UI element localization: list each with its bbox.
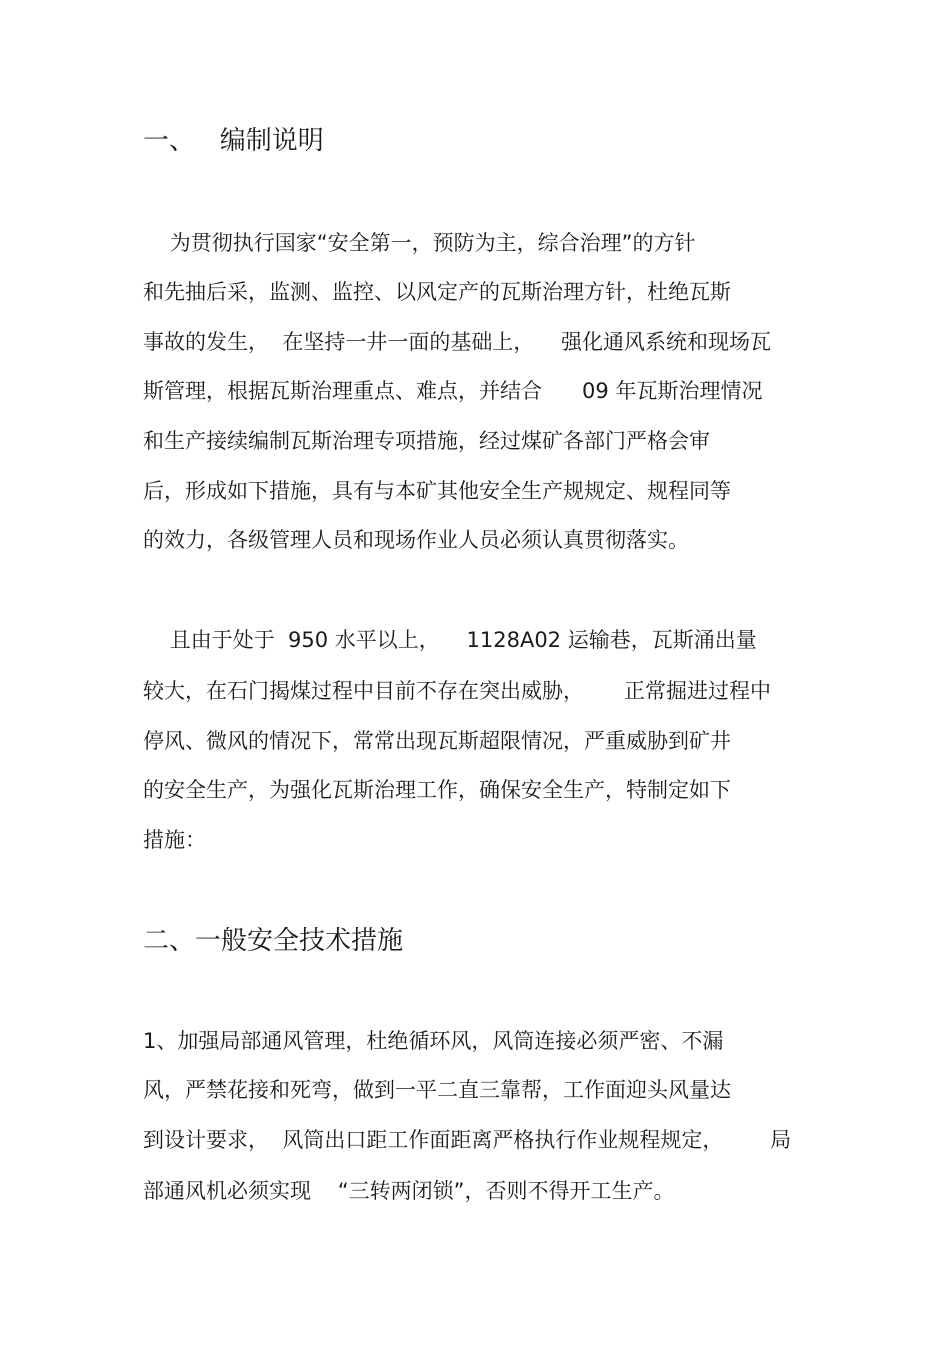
paragraph-line: 为贯彻执行国家“安全第一，预防为主，综合治理”的方针 bbox=[143, 231, 696, 255]
section-1-heading: 一、 编制说明 bbox=[143, 126, 324, 156]
paragraph-line: 和先抽后采，监测、监控、以风定产的瓦斯治理方针，杜绝瓦斯 bbox=[143, 280, 731, 304]
paragraph-line: 停风、微风的情况下，常常出现瓦斯超限情况，严重威胁到矿井 bbox=[143, 729, 731, 753]
paragraph-line: 的安全生产，为强化瓦斯治理工作，确保安全生产，特制定如下 bbox=[143, 778, 731, 802]
paragraph-line: 较大，在石门揭煤过程中目前不存在突出威胁， 正常掘进过程中 bbox=[143, 679, 772, 703]
paragraph-line: 且由于处于 950 水平以上， 1128A02 运输巷，瓦斯涌出量 bbox=[143, 628, 757, 652]
paragraph-line: 和生产接续编制瓦斯治理专项措施，经过煤矿各部门严格会审 bbox=[143, 429, 710, 453]
paragraph-line: 斯管理，根据瓦斯治理重点、难点，并结合 09 年瓦斯治理情况 bbox=[143, 379, 763, 403]
paragraph-line: 风，严禁花接和死弯，做到一平二直三靠帮，工作面迎头风量达 bbox=[143, 1078, 731, 1102]
section-2-heading: 二、一般安全技术措施 bbox=[143, 926, 404, 956]
paragraph-line: 的效力，各级管理人员和现场作业人员必须认真贯彻落实。 bbox=[143, 528, 689, 552]
paragraph-line: 部通风机必须实现 “三转两闭锁”，否则不得开工生产。 bbox=[143, 1179, 675, 1203]
paragraph-line: 事故的发生， 在坚持一井一面的基础上， 强化通风系统和现场瓦 bbox=[143, 330, 772, 354]
paragraph-line: 1、加强局部通风管理，杜绝循环风，风筒连接必须严密、不漏 bbox=[143, 1029, 724, 1053]
paragraph-line: 措施： bbox=[143, 828, 206, 852]
paragraph-line: 到设计要求， 风筒出口距工作面距离严格执行作业规程规定， 局 bbox=[143, 1128, 792, 1152]
paragraph-line: 后，形成如下措施，具有与本矿其他安全生产规规定、规程同等 bbox=[143, 479, 731, 503]
